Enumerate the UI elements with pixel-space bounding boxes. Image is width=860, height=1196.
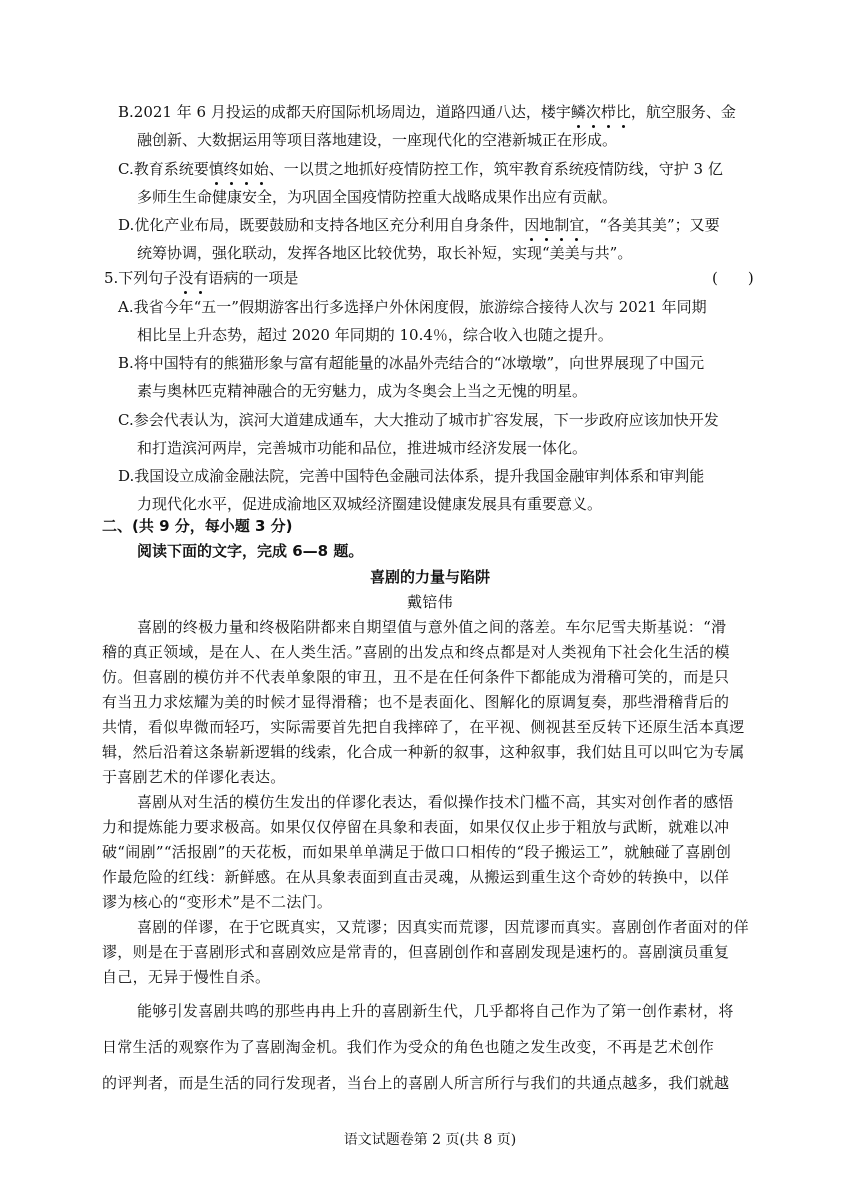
- p4-line1: 能够引发喜剧共鸣的那些冉冉上升的喜剧新生代，几乎都将自己作为了第一创作素材，将: [137, 1002, 734, 1020]
- emphasis-dot-char: 宜: [569, 216, 585, 234]
- emphasis-dot-char: 因: [524, 216, 540, 234]
- p3-line1: 喜剧的佯谬，在于它既真实，又荒谬；因真实而荒谬，因荒谬而真实。喜剧创作者面对的佯: [137, 918, 750, 936]
- emphasis-dot-char: 栉: [600, 103, 616, 121]
- emphasis-dot-char: 比: [615, 103, 631, 121]
- q4-option-c-line2: 多师生生命健康安全，为巩固全国疫情防控重大战略成果作出应有贡献。: [137, 188, 618, 206]
- p1-line1: 喜剧的终极力量和终极陷阱都来自期望值与意外值之间的落差。车尔尼雪夫斯基说：“滑: [137, 618, 727, 636]
- page-footer: 语文试题卷第 2 页(共 8 页): [343, 1132, 517, 1148]
- emphasis-dot-char: 有: [193, 269, 209, 287]
- q5-option-d-line1: D.我国设立成渝金融法院，完善中国特色金融司法体系，提升我国金融审判体系和审判能: [118, 467, 705, 485]
- emphasis-dot-char: 地: [539, 216, 555, 234]
- emphasis-dot-char: 慎: [208, 160, 224, 178]
- q4-option-d-line2: 统筹协调，强化联动，发挥各地区比较优势，取长补短，实现“美美与共”。: [137, 244, 633, 262]
- emphasis-dot-char: 次: [585, 103, 601, 121]
- q4-c-text: C.教育系统要: [118, 160, 209, 178]
- emphasis-dot-char: 制: [554, 216, 570, 234]
- emphasis-dot-char: 终: [223, 160, 239, 178]
- p1-line7: 于喜剧艺术的佯谬化表达。: [102, 768, 286, 786]
- q4-b-text: B.2021 年 6 月投运的成都天府国际机场周边，道路四通八达，楼宇: [118, 103, 571, 121]
- p1-line4: 有当丑力求炫耀为美的时候才显得滑稽；也不是表面化、图解化的原调复奏，那些滑稽背后的: [102, 693, 730, 711]
- q4-option-c-line1: [118, 158, 723, 180]
- q5-stem: [104, 267, 298, 289]
- p4-line2: 日常生活的观察作为了喜剧淘金机。我们作为受众的角色也随之发生改变，不再是艺术创作: [102, 1038, 715, 1056]
- p2-line2: 力和提炼能力要求极高。如果仅仅停留在具象和表面，如果仅仅止步于粗放与武断，就难以冲: [102, 818, 730, 836]
- emphasis-dot-char: 如: [238, 160, 254, 178]
- q4-option-b-line2: 融创新、大数据运用等项目落地建设，一座现代化的空港新城正在形成。: [137, 131, 618, 149]
- article-author: 戴锫伟: [407, 593, 453, 611]
- p4-line3: 的评判者，而是生活的同行发现者，当台上的喜剧人所言所行与我们的共通点越多，我们就越: [102, 1074, 730, 1092]
- q4-d-dotted-idiom: [524, 216, 584, 234]
- p3-line3: 自己，无异于慢性自杀。: [102, 968, 271, 986]
- p1-line5: 共情，看似卑微而轻巧，实际需要首先把自我摔碎了，在平视、侧视甚至反转下还原生活本真逻: [102, 718, 745, 736]
- p2-line3: 破“闹剧”“活报剧”的天花板，而如果单单满足于做口口相传的“段子搬运工”，就触碰了喜剧创: [102, 843, 732, 861]
- emphasis-dot-char: 始: [253, 160, 269, 178]
- q5-stem-dotted: [178, 269, 208, 287]
- q5-option-a-line1: A.我省今年“五一”假期游客出行多选择户外休闲度假，旅游综合接待人次与 2021 年同期: [118, 298, 707, 316]
- q5-stem-suffix: 语病的一项是: [208, 269, 299, 287]
- q4-b-dotted-idiom: [571, 103, 631, 121]
- q5-option-c-line2: 和打造滨河两岸，完善城市功能和品位，推进城市经济发展一体化。: [137, 439, 588, 457]
- reading-instruction: 阅读下面的文字，完成 6—8 题。: [137, 542, 364, 560]
- p1-line2: 稽的真正领域，是在人、在人类生活。”喜剧的出发点和终点都是对人类视角下社会化生活的模: [102, 643, 730, 661]
- q5-stem-prefix: 5.下列句子: [104, 269, 179, 287]
- p1-line6: 辑，然后沿着这条崭新逻辑的线索，化合成一种新的叙事，这种叙事，我们姑且可以叫它为专属: [102, 743, 745, 761]
- article-title: 喜剧的力量与陷阱: [369, 568, 490, 586]
- q4-option-b-line1: [118, 101, 736, 123]
- q5-option-b-line2: 素与奥林匹克精神融合的无穷魅力，成为冬奥会上当之无愧的明星。: [137, 382, 588, 400]
- q4-c-dotted-idiom: [209, 160, 269, 178]
- q5-option-d-line2: 力现代化水平，促进成渝地区双城经济圈建设健康发展具有重要意义。: [137, 495, 603, 513]
- q4-d-text-tail: ，“各美其美”；又要: [584, 216, 720, 234]
- emphasis-dot-char: 没: [178, 269, 194, 287]
- q4-c-text-tail: 、一以贯之地抓好疫情防控工作，筑牢教育系统疫情防线，守护 3 亿: [268, 160, 723, 178]
- emphasis-dot-char: 鳞: [570, 103, 586, 121]
- p3-line2: 谬，则是在于喜剧形式和喜剧效应是常青的，但喜剧创作和喜剧发现是速朽的。喜剧演员重复: [102, 943, 730, 961]
- q5-option-a-line2: 相比呈上升态势，超过 2020 年同期的 10.4％，综合收入也随之提升。: [137, 326, 613, 344]
- p2-line5: 谬为核心的“变形术”是不二法门。: [102, 893, 333, 911]
- p1-line3: 仿。但喜剧的模仿并不代表单象限的审丑，丑不是在任何条件下都能成为滑稽可笑的，而是只: [102, 668, 730, 686]
- q5-answer-bracket: ( ): [712, 269, 754, 287]
- q4-option-d-line1: [118, 214, 720, 236]
- p2-line4: 作最危险的红线：新鲜感。在从具象表面到直击灵魂，从搬运到重生这个奇妙的转换中，以佯: [102, 868, 730, 886]
- p2-line1: 喜剧从对生活的模仿生发出的佯谬化表达，看似操作技术门槛不高，其实对创作者的感悟: [137, 793, 734, 811]
- q5-option-b-line1: B.将中国特有的熊猫形象与富有超能量的冰晶外壳结合的“冰墩墩”，向世界展现了中国元: [118, 354, 705, 372]
- q5-option-c-line1: C.参会代表认为，滨河大道建成通车，大大推动了城市扩容发展，下一步政府应该加快开发: [118, 411, 719, 429]
- section-heading: 二、(共 9 分，每小题 3 分): [102, 517, 293, 535]
- q4-d-text: D.优化产业布局，既要鼓励和支持各地区充分利用自身条件，: [118, 216, 525, 234]
- q4-b-text-tail: ，航空服务、金: [630, 103, 736, 121]
